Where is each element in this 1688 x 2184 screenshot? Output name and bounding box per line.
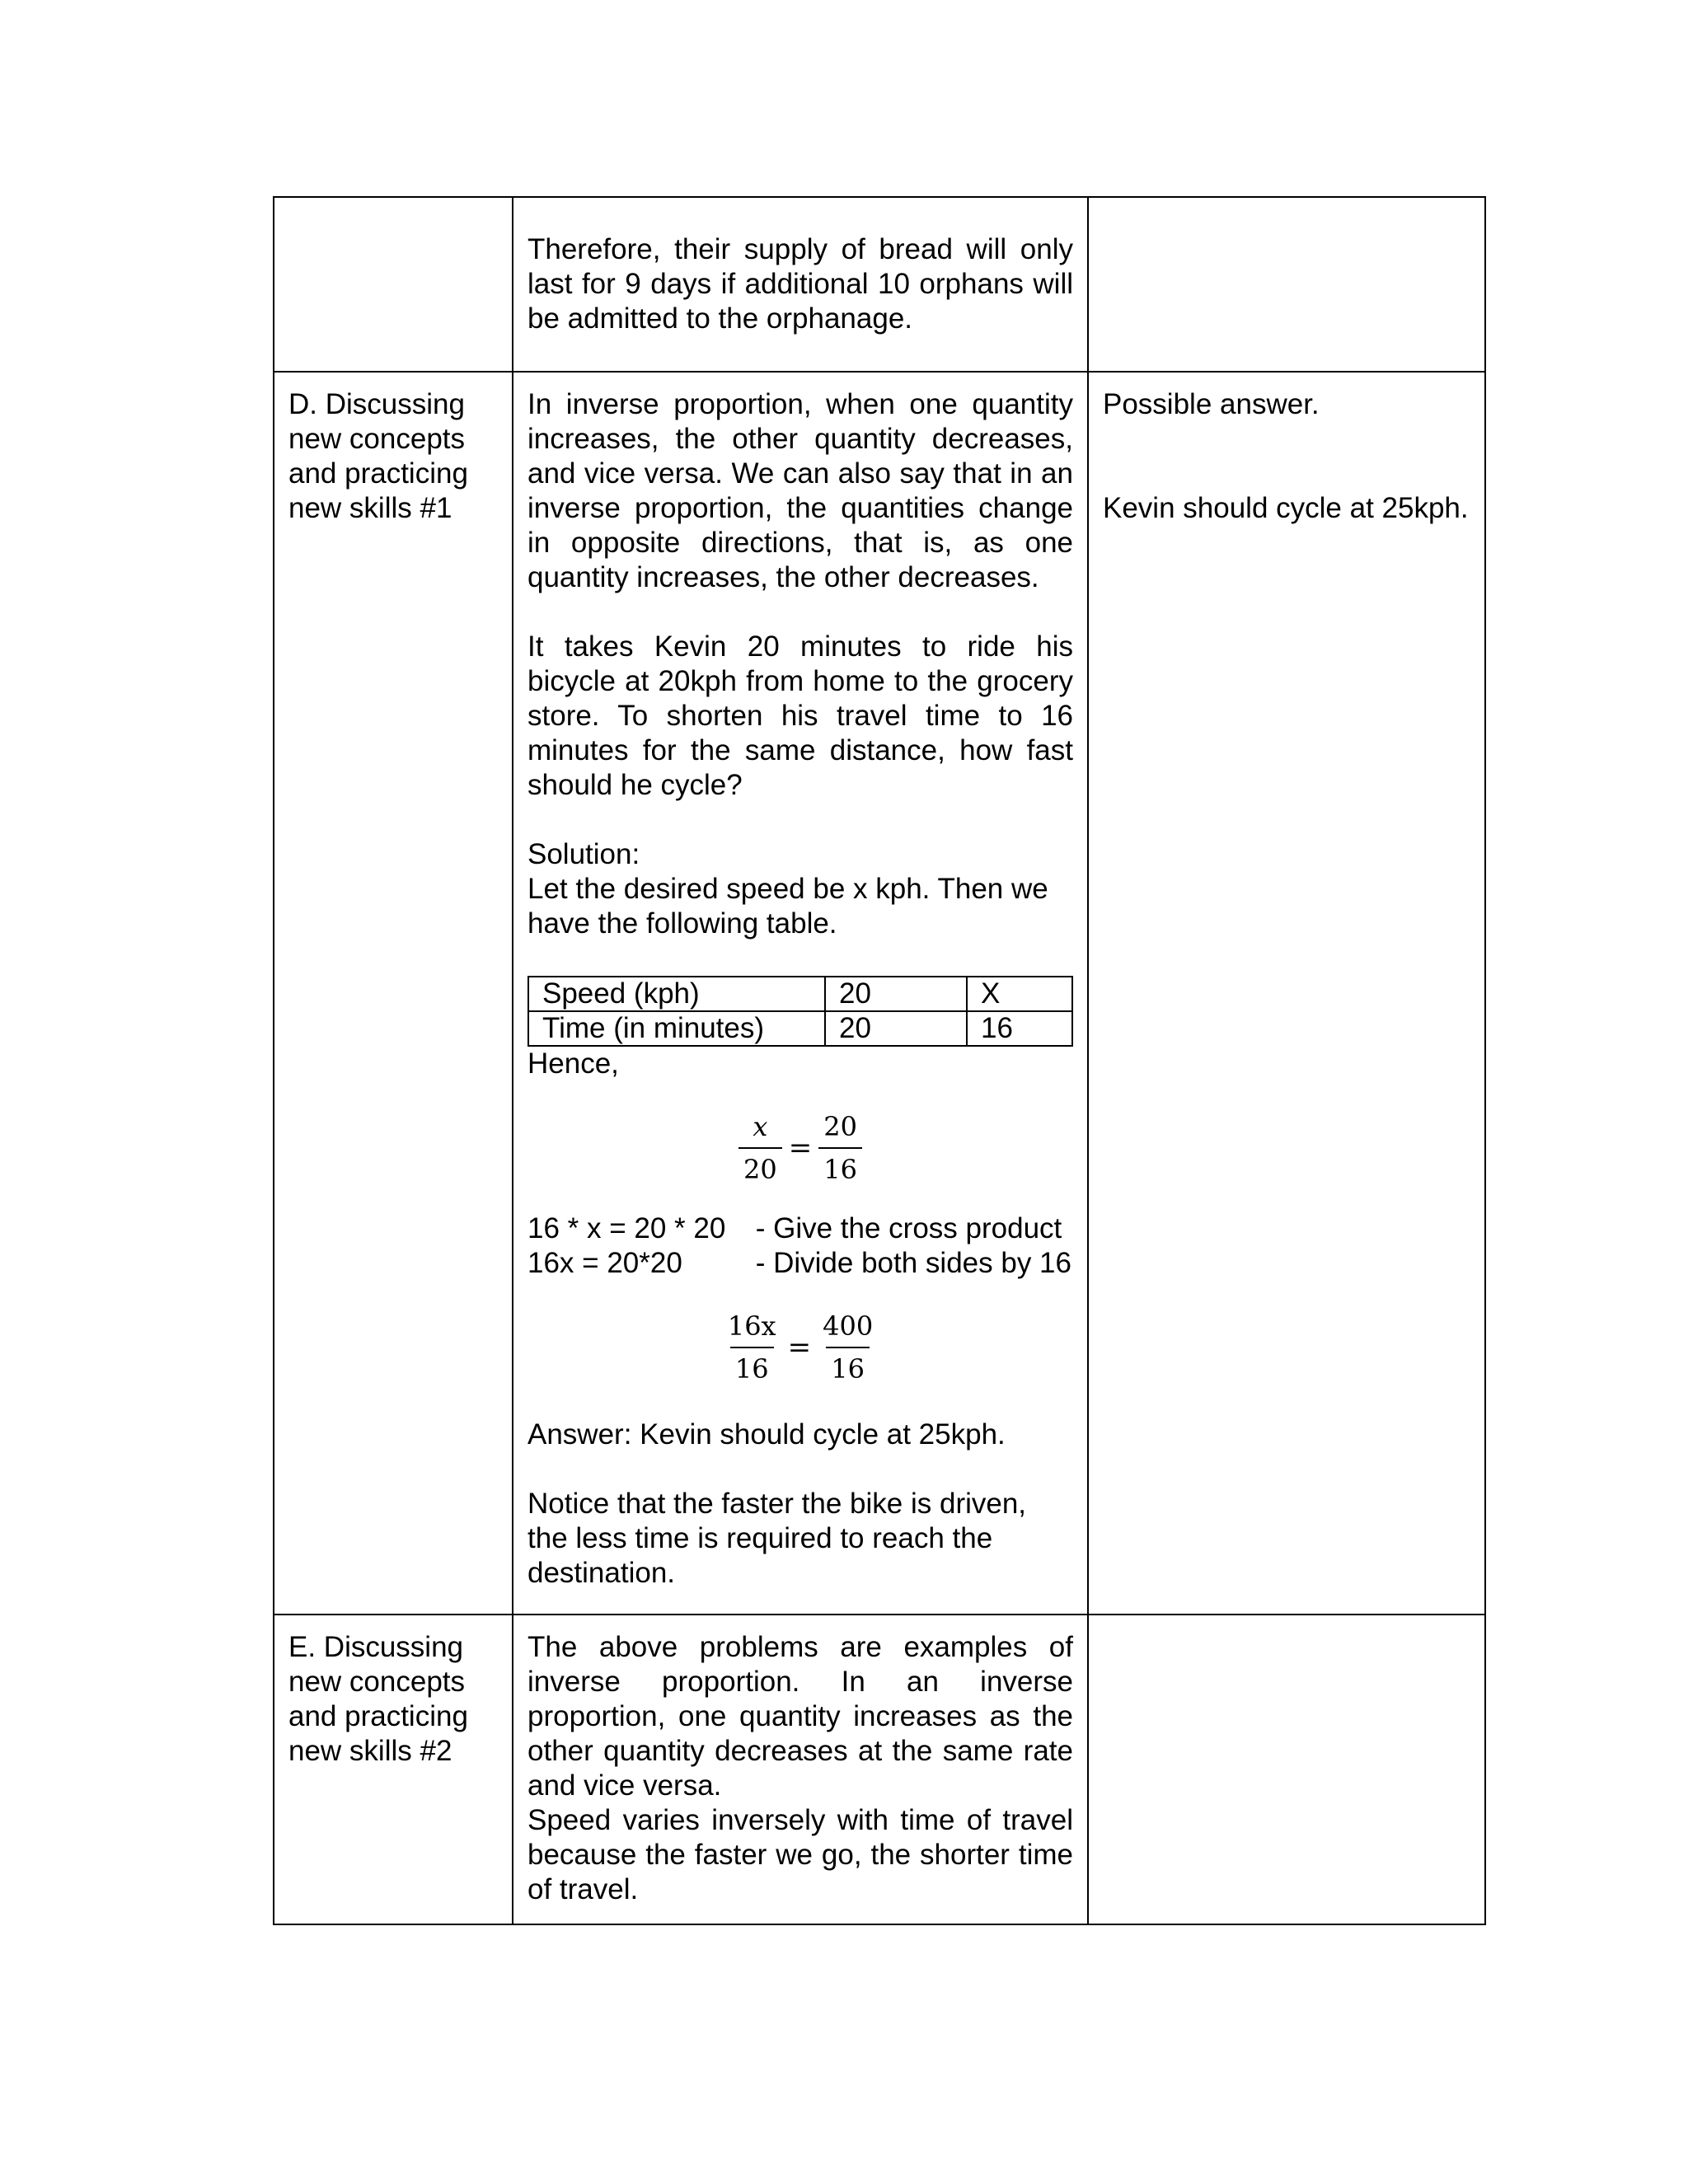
row-content-cell [513, 197, 1088, 372]
equals-sign: = [788, 1132, 813, 1165]
answer-line: Answer: Kevin should cycle at 25kph. [528, 1418, 1006, 1451]
numerator: 16x [727, 1310, 776, 1342]
step-note: - Divide both sides by 16 [748, 1247, 1071, 1279]
row-answer-cell [1088, 372, 1485, 1615]
possible-answer-text: Kevin should cycle at 25kph. [1103, 492, 1469, 524]
row-content-cell [513, 1615, 1088, 1924]
step-note: - Give the cross product [748, 1212, 1062, 1244]
inverse-proportion-intro: In inverse proportion, when one quantity increases, the other quantity decreases, and vice versa. We can also say that in an inverse proportion, the quantities change in opposite directions, that is, as one quantity increases, the other decreases. [528, 388, 1073, 593]
equals-sign: = [787, 1331, 812, 1364]
kevin-problem: It takes Kevin 20 minutes to ride his bicycle at 20kph from home to the grocery store. To shorten his travel time to 16 minutes for the same distance, how fast should he cycle? [528, 630, 1073, 801]
fraction [818, 1111, 862, 1185]
row-answer-cell [1088, 1615, 1485, 1924]
lesson-plan-table [273, 196, 1486, 1925]
divide-step [528, 1246, 1073, 1281]
table-cell: Speed (kph) [528, 977, 825, 1011]
table-cell: 20 [825, 1011, 967, 1046]
table-cell: 16 [967, 1011, 1072, 1046]
fraction [818, 1310, 878, 1385]
denominator: 16 [826, 1347, 870, 1385]
denominator: 16 [818, 1147, 862, 1185]
fraction [738, 1111, 782, 1185]
table-row [274, 197, 1485, 372]
numerator: 400 [823, 1310, 874, 1342]
numerator: 20 [823, 1111, 857, 1142]
solution-label: Solution: [528, 838, 640, 870]
proportion-equation [528, 1103, 1073, 1193]
division-equation [528, 1302, 1073, 1393]
table-cell: 20 [825, 977, 967, 1011]
row-label-cell [274, 372, 513, 1615]
row-answer-cell [1088, 197, 1485, 372]
row-label-cell [274, 197, 513, 372]
table-cell: X [967, 977, 1072, 1011]
conclusion-paragraph: Therefore, their supply of bread will only last for 9 days if additional 10 orphans will be admitted to the orphanage. [528, 233, 1073, 335]
solution-text: Let the desired speed be x kph. Then we have the following table. [528, 873, 1048, 940]
denominator: 20 [738, 1147, 782, 1185]
numerator: x [753, 1111, 768, 1142]
step-expression: 16 * x = 20 * 20 [528, 1212, 726, 1244]
table-row [274, 1615, 1485, 1924]
table-row [528, 977, 1072, 1011]
speed-time-table [528, 976, 1073, 1047]
possible-answer-label: Possible answer. [1103, 388, 1320, 420]
step-expression: 16x = 20*20 [528, 1247, 682, 1279]
speed-time-paragraph: Speed varies inversely with time of travel because the faster we go, the shorter time of travel. [528, 1804, 1073, 1905]
denominator: 16 [730, 1347, 774, 1385]
row-label-d: D. Discussing new concepts and practicing new skills #1 [288, 388, 468, 524]
row-label-cell [274, 1615, 513, 1924]
notice-paragraph: Notice that the faster the bike is driven, the less time is required to reach the destination. [528, 1488, 1027, 1589]
table-row [528, 1011, 1072, 1046]
table-cell: Time (in minutes) [528, 1011, 825, 1046]
row-content-cell [513, 372, 1088, 1615]
hence-label: Hence, [528, 1047, 619, 1080]
cross-product-step [528, 1212, 1073, 1246]
fraction [723, 1310, 781, 1385]
examples-paragraph: The above problems are examples of inverse proportion. In an inverse proportion, one quantity increases as the other quantity decreases at the same rate and vice versa. [528, 1631, 1073, 1802]
row-label-e: E. Discussing new concepts and practicing new skills #2 [288, 1631, 468, 1767]
table-row [274, 372, 1485, 1615]
